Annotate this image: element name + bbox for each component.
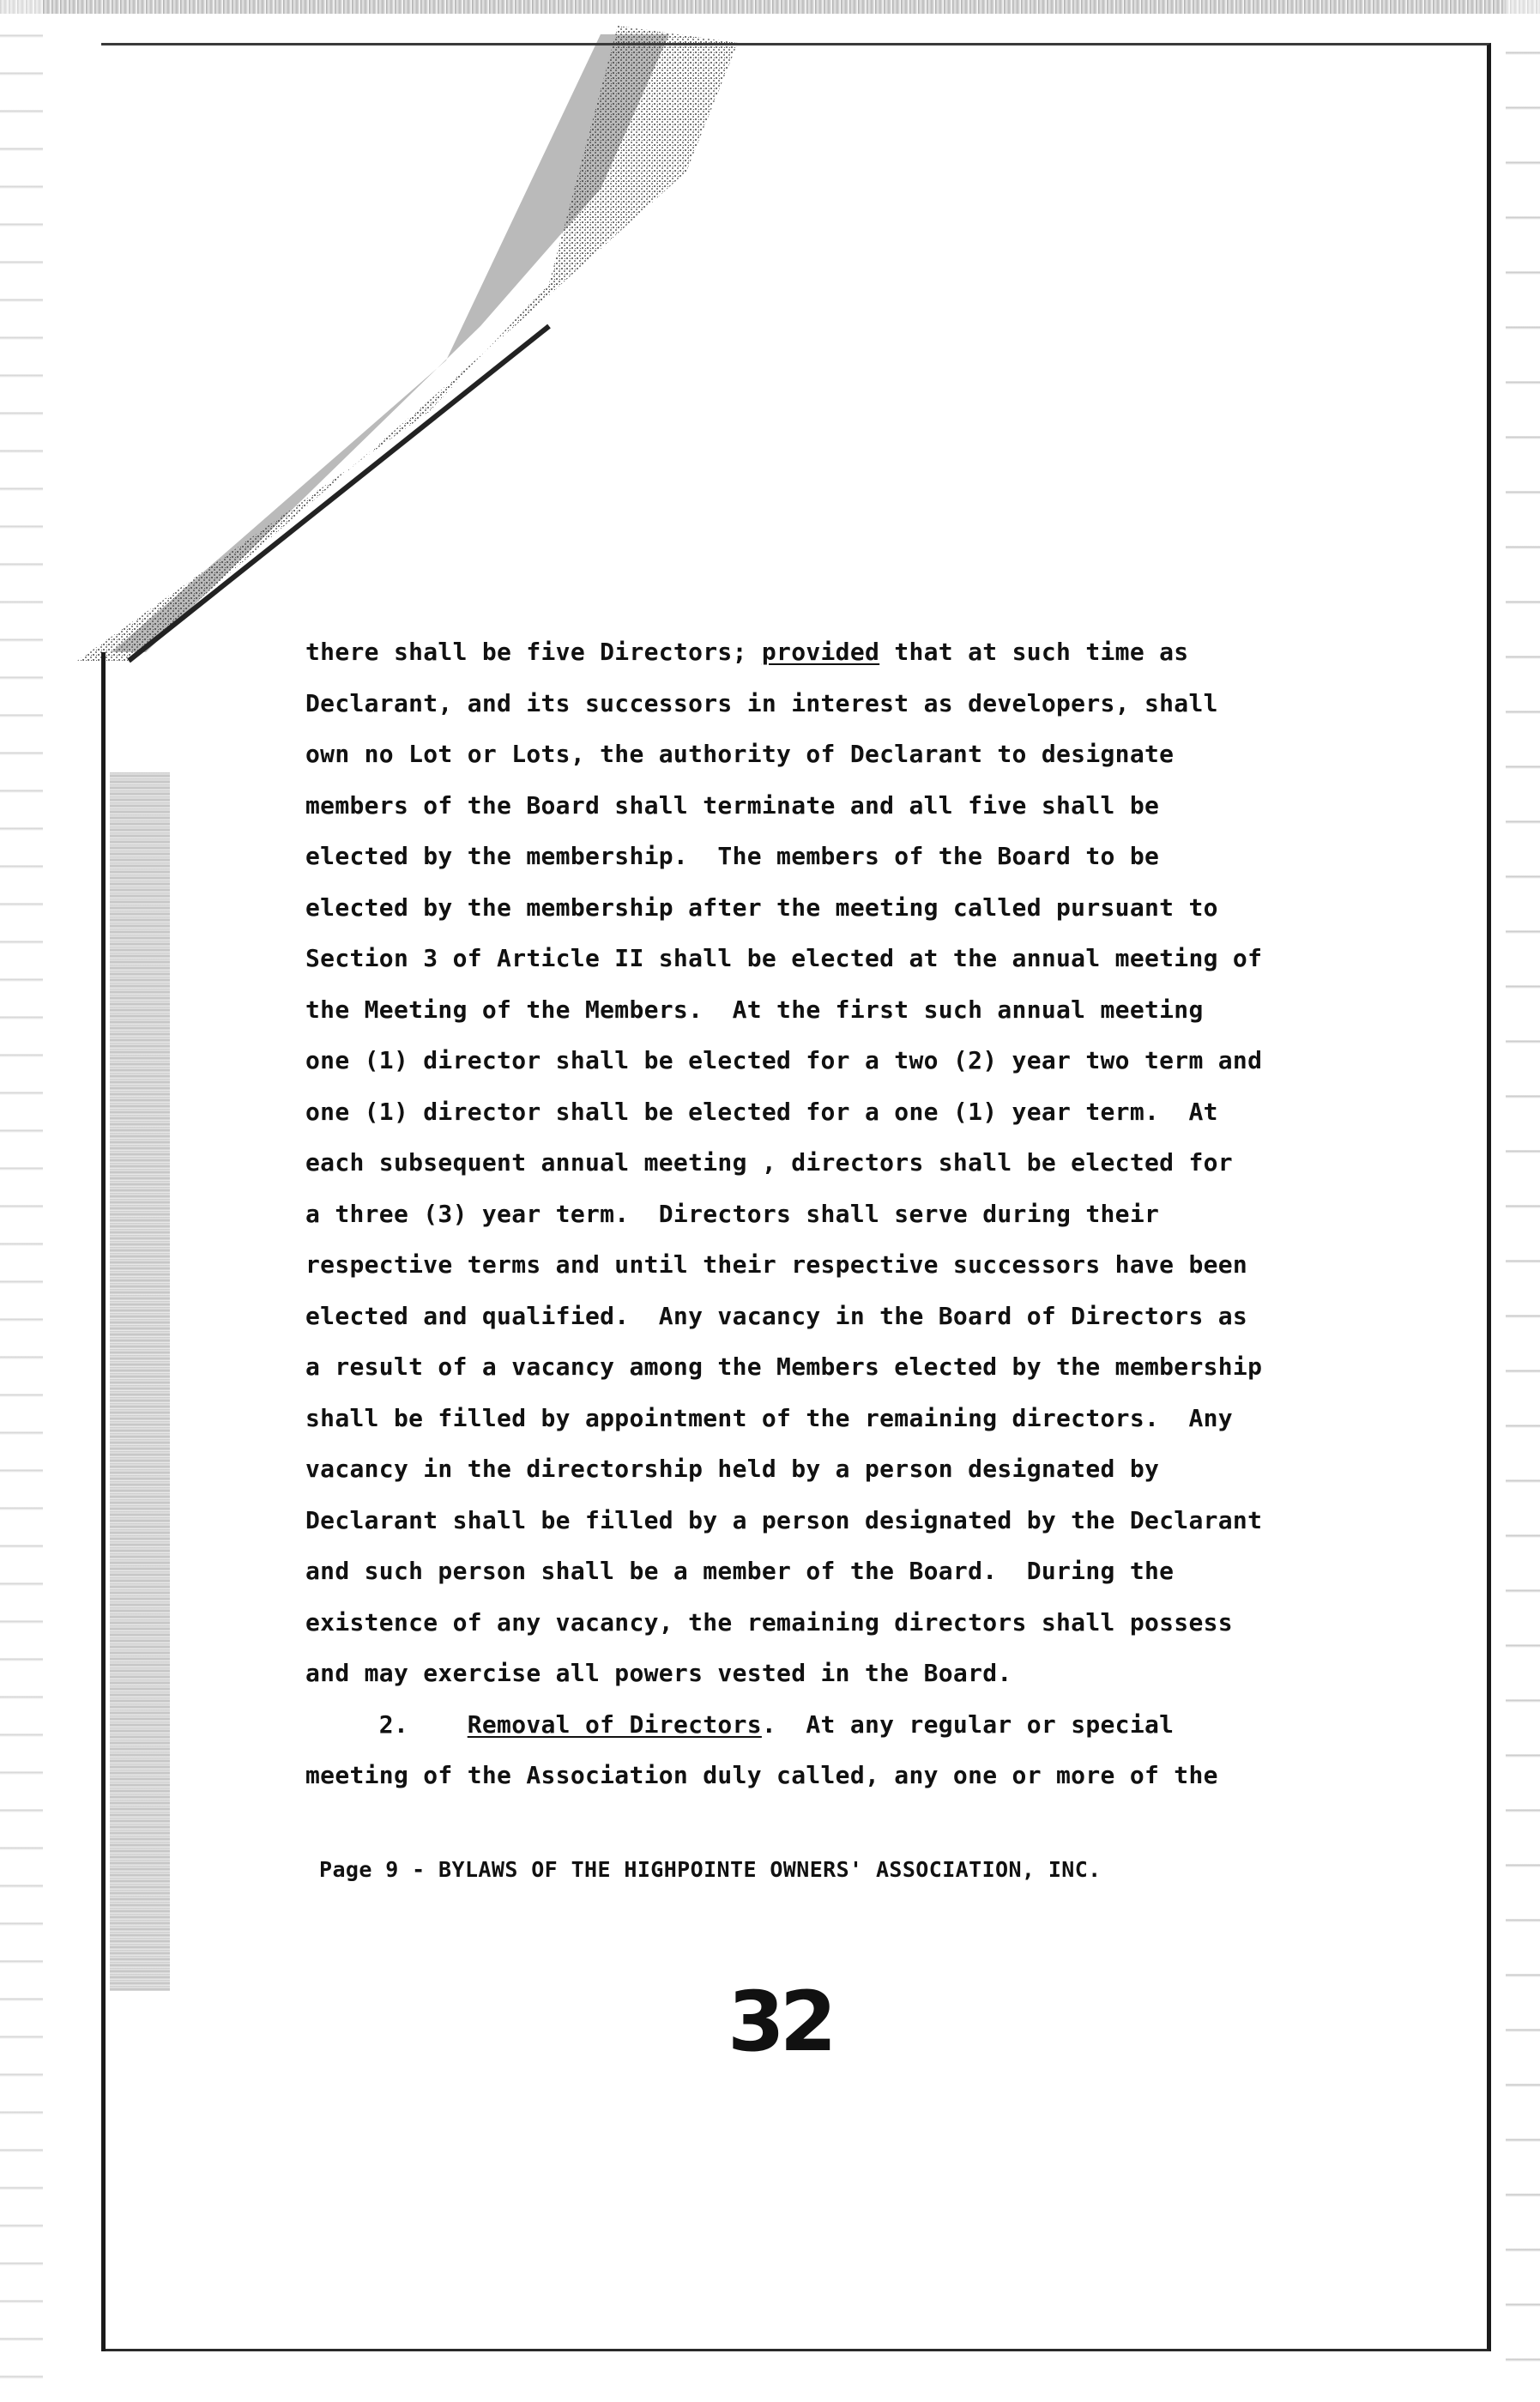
text-segment: 2. (305, 1709, 468, 1739)
text-segment: . At any regular or special (761, 1709, 1175, 1739)
text-segment: the Meeting of the Members. At the first such annual meeting (305, 995, 1204, 1024)
text-line (305, 626, 1301, 678)
text-segment: each subsequent annual meeting , directors shall be elected for (305, 1148, 1233, 1177)
text-segment: elected by the membership. The members of the Board to be (305, 842, 1160, 870)
text-segment: there shall be five Directors; (305, 638, 762, 666)
text-line (305, 1597, 1301, 1649)
text-line (305, 984, 1301, 1036)
text-line (305, 882, 1301, 934)
text-line (305, 1750, 1301, 1801)
text-segment: a three (3) year term. Directors shall serve during their (305, 1199, 1160, 1228)
text-segment: one (1) director shall be elected for a two (2) year two term and (305, 1046, 1263, 1074)
text-line (305, 1495, 1301, 1546)
text-segment: meeting of the Association duly called, any one or more of the (305, 1761, 1218, 1789)
text-line (305, 780, 1301, 832)
text-line (305, 1699, 1301, 1751)
text-segment: elected by the membership after the meeting called pursuant to (305, 892, 1218, 922)
scan-noise-right (1506, 0, 1540, 2402)
text-line (305, 831, 1301, 882)
page-left-shadow (110, 772, 170, 1991)
text-line (305, 1239, 1301, 1291)
text-segment: that at such time as (879, 638, 1189, 666)
text-segment: and such person shall be a member of the Board. During the (305, 1557, 1175, 1585)
text-segment: a result of a vacancy among the Members elected by the membership (305, 1352, 1263, 1381)
text-segment: shall be filled by appointment of the remaining directors. Any (305, 1403, 1233, 1432)
text-segment: members of the Board shall terminate and all five shall be (305, 790, 1160, 820)
text-segment: Declarant shall be filled by a person designated by the Declarant (305, 1505, 1263, 1534)
text-segment: respective terms and until their respective successors have been (305, 1250, 1248, 1279)
text-line (305, 729, 1301, 780)
text-segment: Declarant, and its successors in interest as developers, shall (305, 688, 1218, 717)
underlined-term: Removal of Directors (467, 1709, 762, 1739)
text-line (305, 1189, 1301, 1240)
text-segment: one (1) director shall be elected for a one (1) year term. At (305, 1097, 1218, 1126)
text-line (305, 678, 1301, 729)
text-segment: Section 3 of Article II shall be elected at the annual meeting of (305, 944, 1263, 972)
text-segment: elected and qualified. Any vacancy in the Board of Directors as (305, 1301, 1248, 1330)
underlined-term: provided (761, 638, 880, 666)
handwritten-page-number: 32 (728, 1974, 832, 2070)
text-line (305, 1648, 1301, 1699)
page-left-edge (101, 652, 106, 2351)
text-line (305, 1137, 1301, 1189)
text-segment: and may exercise all powers vested in the Board. (305, 1659, 1012, 1687)
text-line (305, 933, 1301, 984)
text-line (305, 1291, 1301, 1342)
text-line (305, 1341, 1301, 1393)
text-segment: own no Lot or Lots, the authority of Declarant to designate (305, 740, 1175, 768)
text-segment: vacancy in the directorship held by a person designated by (305, 1455, 1160, 1483)
text-line (305, 1393, 1301, 1444)
text-line (305, 1546, 1301, 1597)
text-segment: existence of any vacancy, the remaining directors shall possess (305, 1607, 1233, 1637)
text-line (305, 1086, 1301, 1138)
text-line (305, 1035, 1301, 1086)
bylaws-body-text (305, 626, 1301, 1801)
text-line (305, 1443, 1301, 1495)
page-footer: Page 9 - BYLAWS OF THE HIGHPOINTE OWNERS' ASSOCIATION, INC. (319, 1857, 1102, 1882)
